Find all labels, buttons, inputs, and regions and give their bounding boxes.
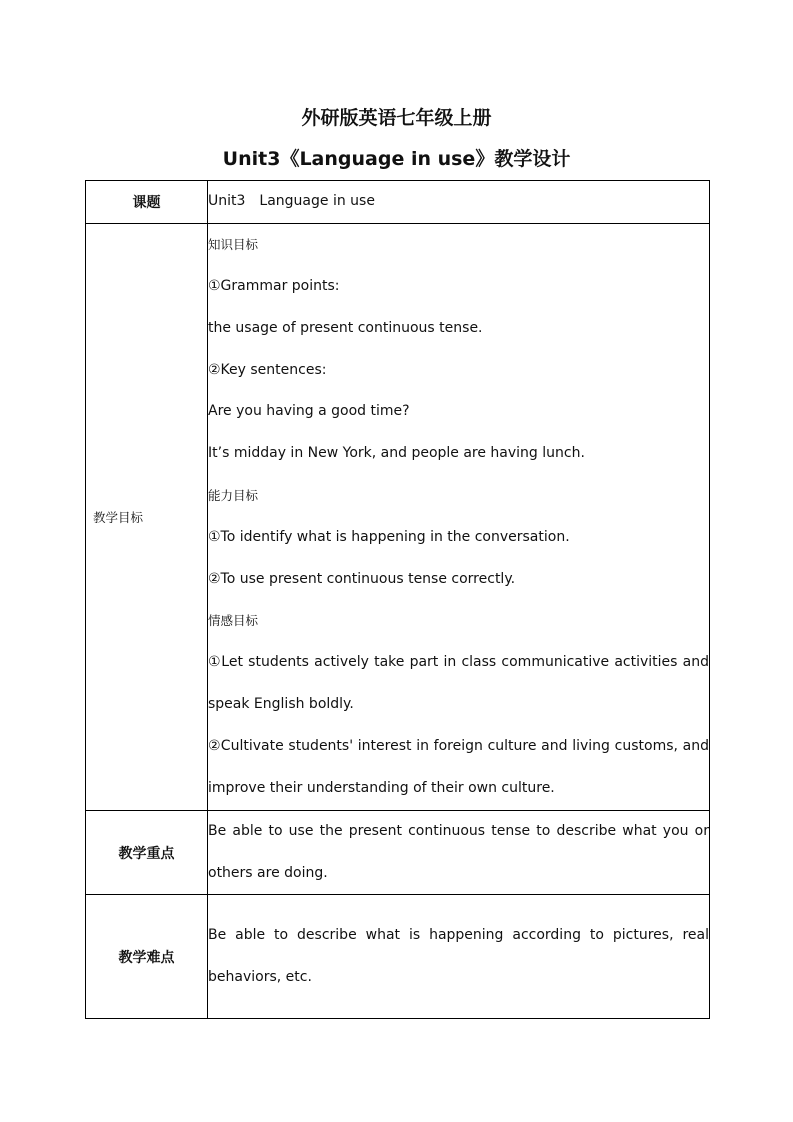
knowledge-heading: 知识目标 — [208, 237, 259, 253]
ability-objective-2: ②To use present continuous tense correctly. — [208, 570, 516, 587]
grammar-points: ①Grammar points: — [208, 278, 340, 295]
lesson-plan-table — [85, 180, 710, 1019]
key-points-line1: Be able to use the present continuous tense to describe what you or — [208, 822, 709, 839]
topic-text: Unit3 Language in use — [208, 193, 375, 209]
topic-row — [86, 181, 710, 224]
key-sentences-heading: ②Key sentences: — [208, 361, 327, 378]
ability-objective-1: ①To identify what is happening in the conversation. — [208, 528, 570, 545]
emotion-objective-1-line1: ①Let students actively take part in class communicative activities and — [208, 654, 709, 671]
key-sentence-1: Are you having a good time? — [208, 403, 410, 420]
objectives-label: 教学目标 — [86, 223, 208, 810]
document-subtitle: Unit3《Language in use》教学设计 — [222, 148, 571, 170]
emotion-heading: 情感目标 — [208, 613, 259, 629]
key-sentence-2: It’s midday in New York, and people are having lunch. — [208, 445, 585, 462]
key-points-content — [208, 810, 710, 895]
difficulties-content — [208, 895, 710, 1019]
objectives-content — [208, 223, 710, 810]
difficulties-line1: Be able to describe what is happening according to pictures, real — [208, 927, 709, 944]
difficulties-label: 教学难点 — [86, 895, 208, 1019]
ability-heading: 能力目标 — [208, 488, 259, 503]
objectives-row — [86, 223, 710, 810]
emotion-objective-2-line2: improve their understanding of their own culture. — [208, 779, 555, 796]
key-points-row — [86, 810, 710, 895]
emotion-objective-1-line2: speak English boldly. — [208, 695, 354, 712]
emotion-objective-2-line1: ②Cultivate students' interest in foreign culture and living customs, and — [208, 737, 709, 754]
difficulties-row — [86, 895, 710, 1019]
difficulties-line2: behaviors, etc. — [208, 968, 312, 985]
key-points-label: 教学重点 — [86, 810, 208, 895]
document-title: 外研版英语七年级上册 — [301, 107, 492, 129]
key-points-line2: others are doing. — [208, 864, 328, 881]
topic-value — [208, 181, 710, 224]
grammar-detail: the usage of present continuous tense. — [208, 319, 483, 336]
topic-label: 课题 — [86, 181, 208, 224]
